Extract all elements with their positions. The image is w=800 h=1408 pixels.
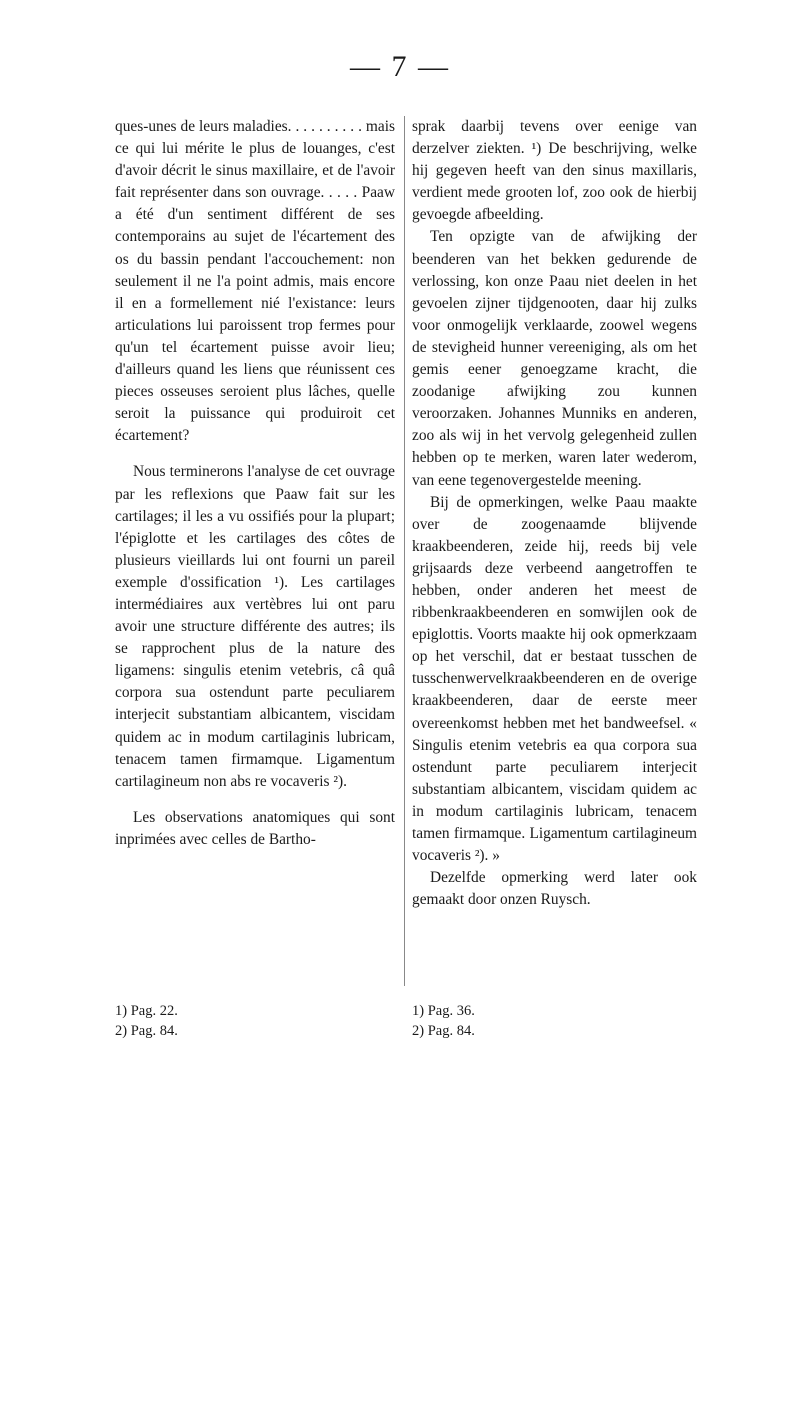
- right-footnotes: [412, 1001, 612, 1041]
- footnote: 1) Pag. 36.: [412, 1003, 475, 1019]
- paragraph: Les observations anatomiques qui sont inprimées avec celles de Bartho-: [115, 808, 395, 848]
- footnote: 2) Pag. 84.: [115, 1023, 178, 1039]
- paragraph: ques-unes de leurs maladies. . . . . . . . . . mais ce qui lui mérite le plus de louanges, c'est d'avoir décrit le sinus maxillaire, et de l'avoir fait représenter dans son ouvrage. . . . . Paaw a été d'un sentiment différent de ses contemporains au sujet de l'écartement des os du bassin pendant l'accouchement: non seulement il ne l'a point admis, mais encore il en a formellement nié l'existance: leurs articulations lui paroissent trop fermes pour qu'un tel écartement puisse avoir lieu; d'ailleurs quand les liens que réunissent ces pieces osseuses seroient plus lâches, quelle seroit la puissance qui produiroit cet écartement?: [115, 118, 395, 445]
- paragraph: Ten opzigte van de afwijking der beenderen van het bekken gedurende de verlossing, kon onze Paau niet deelen in het gevoelen zijner tijdgenooten, daar hij zulks voor onmogelijk verklaarde, zoowel wegens de stevigheid hunner vereeniging, als om het gemis eener genoegzame kracht, die zoodanige afwijking zou kunnen veroorzaken. Johannes Munniks en anderen, zoo als wij in het vervolg gelegenheid zullen hebben op te merken, waren later wederom, van eene tegenovergestelde meening.: [412, 228, 697, 489]
- paragraph: Nous terminerons l'analyse de cet ouvrage par les reflexions que Paaw fait sur les cartilages; il les a vu ossifiés pour la plupart; l'épiglotte et les cartilages des côtes de plusieurs vieillards lui ont fourni un pareil exemple d'ossification ¹). Les cartilages intermédiaires aux vertèbres lui ont paru avoir une structure différente des autres; ils se rapprochent plus de la nature des ligamens: singulis etenim vetebris, câ quâ corpora sua ostendunt parte peculiarem interjecit substantiam albicantem, viscidam quidem ac in modum cartilaginis lubricam, tenacem tamen firmamque. Ligamentum cartilagineum non abs re vocaveris ²).: [115, 463, 395, 790]
- page-number: — 7 —: [350, 50, 450, 83]
- paragraph: Dezelfde opmerking werd later ook gemaakt door onzen Ruysch.: [412, 869, 697, 909]
- right-column-dutch: [412, 116, 697, 911]
- paragraph: Bij de opmerkingen, welke Paau maakte over de zoogenaamde blijvende kraakbeenderen, zeide hij, reeds bij vele grijsaards deze verbeend aangetroffen te hebben, onder anderen het meest de ribbenkraakbeenderen en somwijlen ook de epiglottis. Voorts maakte hij ook opmerkzaam op het verschil, dat er bestaat tusschen de tusschenwervelkraakbeenderen en de overige kraakbeenderen, daar de eerste meer overeenkomst hebben met het bandweefsel. « Singulis etenim vetebris ea qua corpora sua ostendunt parte peculiarem interjecit substantiam albicantem, viscidam quidem ac in modum cartilaginis lubricam, tenacem tamen firmamque. Ligamentum cartilagineum vocaveris ²). »: [412, 493, 697, 865]
- footnote: 1) Pag. 22.: [115, 1003, 178, 1019]
- column-divider: [404, 116, 405, 986]
- footnote: 2) Pag. 84.: [412, 1023, 475, 1039]
- paragraph: sprak daarbij tevens over eenige van derzelver ziekten. ¹) De beschrijving, welke hij gegeven heeft van den sinus maxillaris, verdient mede grooten lof, zoo ook de hierbij gevoegde afbeelding.: [412, 118, 697, 224]
- left-column-french: [115, 116, 395, 851]
- left-footnotes: [115, 1001, 315, 1041]
